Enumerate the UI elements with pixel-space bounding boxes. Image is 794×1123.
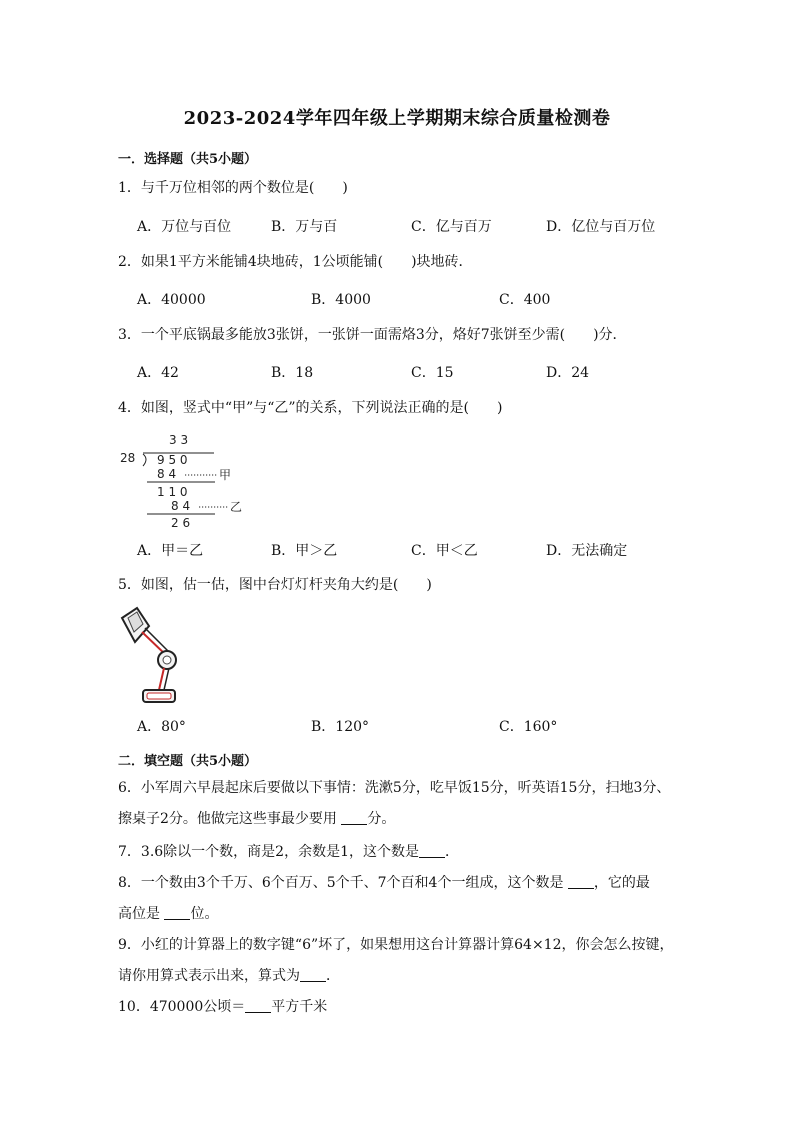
option-b[interactable]: B．120°	[311, 719, 370, 735]
option-c[interactable]: C．160°	[499, 719, 558, 735]
question-6-suffix: 分。	[367, 811, 396, 827]
quotient: 3 3	[169, 433, 189, 447]
option-b[interactable]: B．甲＞乙	[271, 543, 338, 559]
option-d[interactable]: D．无法确定	[546, 543, 628, 559]
option-b[interactable]: B．18	[271, 365, 314, 381]
option-b[interactable]: B．万与百	[271, 219, 338, 235]
question-5-options	[137, 716, 737, 736]
option-c[interactable]: C．亿与百万	[411, 219, 492, 235]
answer-blank[interactable]	[419, 843, 445, 858]
long-division-figure	[115, 432, 255, 532]
label-yi: 乙	[230, 500, 243, 514]
lamp-upper-arm-outline	[145, 628, 169, 652]
section-heading-choice: 一．选择题（共5小题）	[118, 152, 258, 167]
option-a[interactable]: A．40000	[137, 292, 206, 308]
question-8-line-1	[118, 873, 650, 893]
question-9-line-2	[118, 966, 340, 986]
option-a[interactable]: A．80°	[137, 719, 186, 735]
option-a[interactable]: A．万位与百位	[137, 219, 232, 235]
question-4-options	[137, 540, 737, 560]
page-title: 2023-2024学年四年级上学期期末综合质量检测卷	[183, 108, 611, 129]
divisor: 28	[120, 451, 136, 465]
answer-blank[interactable]	[300, 967, 326, 982]
question-8-text-2: 高位是	[118, 906, 160, 922]
product-2: 8 4	[171, 499, 191, 513]
question-7-suffix: ．	[445, 844, 459, 860]
question-1: 1．与千万位相邻的两个数位是( )	[118, 180, 348, 196]
lamp-lower-arm-outline	[164, 668, 169, 690]
question-3: 3．一个平底锅最多能放3张饼，一张饼一面需烙3分，烙好7张饼至少需( )分．	[118, 327, 627, 343]
option-a[interactable]: A．甲＝乙	[137, 543, 204, 559]
answer-blank[interactable]	[568, 874, 594, 889]
question-9-suffix: ．	[326, 968, 340, 984]
question-8-suffix: 位。	[190, 906, 219, 922]
lamp-joint-inner	[163, 656, 171, 664]
lamp-base-inner	[147, 693, 171, 699]
answer-blank[interactable]	[341, 810, 367, 825]
section-heading-fill: 二．填空题（共5小题）	[118, 754, 258, 769]
remainder-2: 2 6	[171, 516, 191, 530]
question-10-text: 10．470000公顷＝	[118, 999, 246, 1015]
question-8-mid: ，它的最	[593, 875, 650, 891]
question-4: 4．如图，竖式中“甲”与“乙”的关系，下列说法正确的是( )	[118, 400, 503, 416]
question-10	[118, 997, 327, 1017]
answer-blank[interactable]	[164, 905, 190, 920]
question-9-text: 请你用算式表示出来，算式为	[118, 968, 300, 984]
option-d[interactable]: D．亿位与百万位	[546, 219, 656, 235]
desk-lamp-figure	[117, 604, 197, 708]
question-8-line-2	[118, 904, 218, 924]
label-jia: 甲	[219, 468, 232, 482]
question-7	[118, 842, 459, 862]
option-a[interactable]: A．42	[137, 365, 179, 381]
question-6-line-2	[118, 809, 395, 829]
option-c[interactable]: C．甲＜乙	[411, 543, 478, 559]
product-1: 8 4	[157, 467, 177, 481]
answer-blank[interactable]	[245, 998, 271, 1013]
dividend: 9 5 0	[157, 453, 188, 467]
question-8-text: 8．一个数由3个千万、6个百万、5个千、7个百和4个一组成，这个数是	[118, 875, 564, 891]
division-bracket	[143, 454, 146, 466]
question-5: 5．如图，估一估，图中台灯灯杆夹角大约是( )	[118, 577, 432, 593]
question-10-suffix: 平方千米	[271, 999, 328, 1015]
question-2-options	[137, 289, 737, 309]
remainder-1: 1 1 0	[157, 485, 188, 499]
question-1-options	[137, 216, 737, 236]
option-c[interactable]: C．400	[499, 292, 551, 308]
question-7-text: 7．3.6除以一个数，商是2，余数是1，这个数是	[118, 844, 419, 860]
question-6-text: 擦桌子2分。他做完这些事最少要用	[118, 811, 337, 827]
question-9-line-1: 9．小红的计算器上的数字键“6”坏了，如果想用这台计算器计算64×12，你会怎么按键，	[118, 937, 674, 953]
option-c[interactable]: C．15	[411, 365, 454, 381]
option-d[interactable]: D．24	[546, 365, 590, 381]
lamp-lower-arm	[159, 668, 164, 690]
question-3-options	[137, 362, 737, 382]
option-b[interactable]: B．4000	[311, 292, 371, 308]
question-2: 2．如果1平方米能铺4块地砖，1公顷能铺( )块地砖．	[118, 254, 473, 270]
question-6-line-1: 6．小军周六早晨起床后要做以下事情：洗漱5分，吃早饭15分，听英语15分，扫地3分、	[118, 780, 671, 796]
